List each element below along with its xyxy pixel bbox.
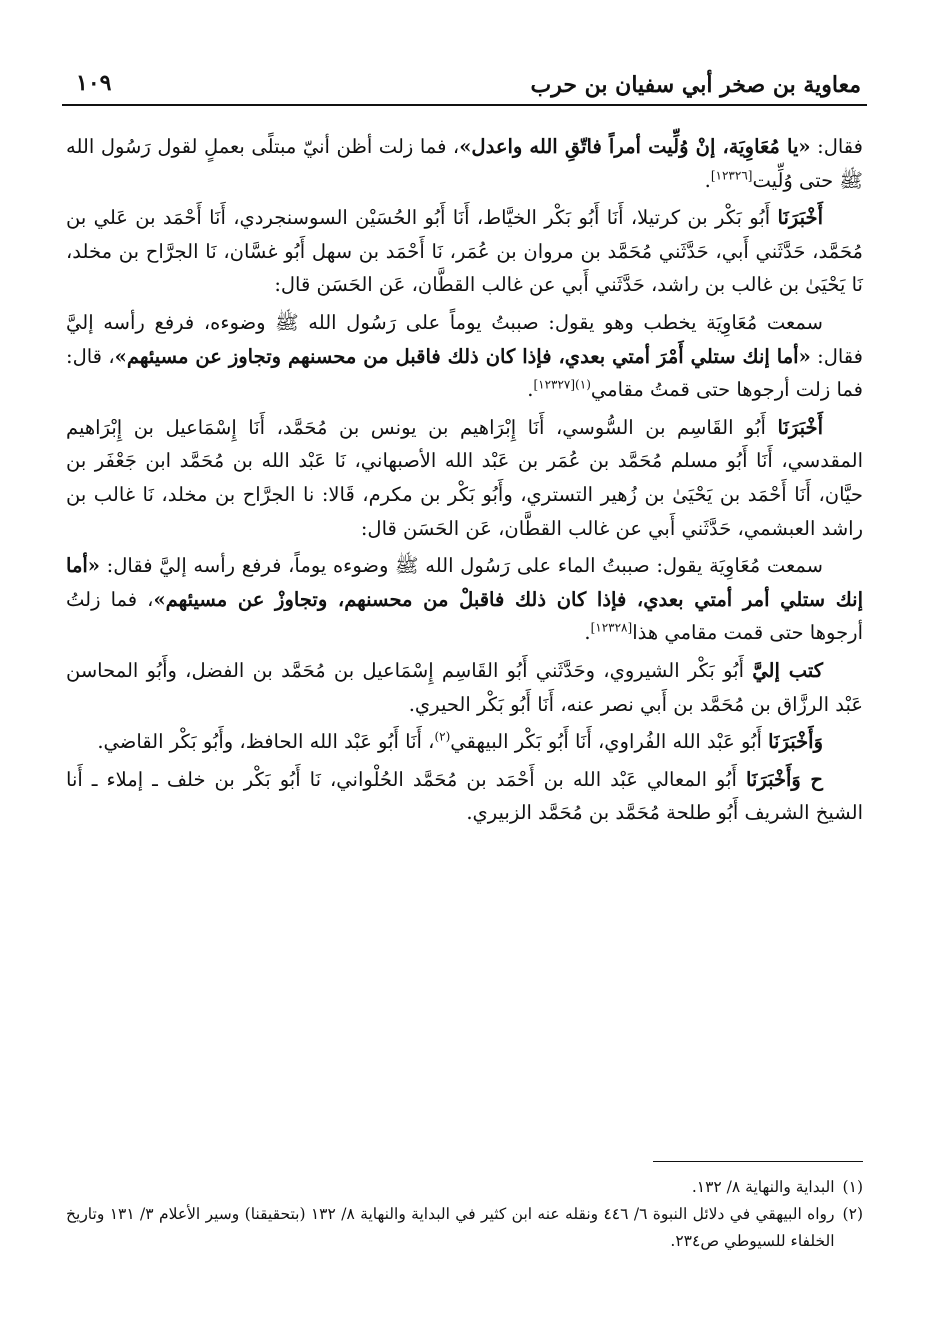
running-title: معاوية بن صخر أبي سفيان بن حرب <box>530 72 861 98</box>
footnotes <box>66 1174 863 1255</box>
footnote-number: (١) <box>842 1178 863 1196</box>
paragraph-5 <box>66 549 863 650</box>
paragraph-7 <box>66 725 863 759</box>
paragraph-1 <box>66 130 863 197</box>
text-run: أَبُو المعالي عَبْد الله بن أَحْمَد بن مُحَمَّد الحُلْواني، نَا أَبُو بَكْر بن خلف ـ إملاء ـ أَنا الشيخ الشريف أَبُو طلحة مُحَمَّد بن مُحَمَّد الزبيري. <box>66 767 863 825</box>
page-number: ١٠٩ <box>76 70 112 96</box>
text-run: . <box>584 621 591 645</box>
paragraph-6 <box>66 654 863 721</box>
paragraph-3 <box>66 306 863 407</box>
text-run: أَبُو عَبْد الله الفُراوي، أَنَا أَبُو بَكْر البيهقي <box>450 730 769 754</box>
hadith-quote: «أما إنك ستلي أمر أمتي بعدي، فإذا كان ذلك فاقبلْ من محسنهم، وتجاوزْ عن مسيئهم» <box>66 554 864 611</box>
reference-number: [١٢٣٢٦] <box>710 168 753 183</box>
reference-number: (١)[١٢٣٢٧] <box>533 377 591 392</box>
footnote-text: البداية والنهاية ٨/ ١٣٢. <box>691 1178 835 1196</box>
text-run: ، فما زلتُ أرجوها حتى قمت مقامي هذا <box>66 587 863 645</box>
isnad-keyword: أَخْبَرَنَا <box>777 415 823 439</box>
text-run: . <box>527 378 534 402</box>
footnote-2 <box>66 1201 863 1255</box>
paragraph-2 <box>66 201 863 302</box>
text-run: ، أَنَا أَبُو عَبْد الله الحافظ، وأَبُو بَكْر القاضي. <box>97 730 435 754</box>
footnote-1 <box>66 1174 863 1201</box>
text-run: ، فما زلت أظن أنيّ مبتلًى بعملٍ لقول رَسُول الله ﷺ حتى وُلِّيت <box>66 135 863 192</box>
isnad-keyword: أَخْبَرَنَا <box>777 206 823 230</box>
text-run: سمعت مُعَاوِيَة يقول: صببتُ الماء على رَسُول الله ﷺ وضوءه يوماً، فرفع رأسه إليَّ فقال: <box>100 554 823 578</box>
text-run: أَبُو بَكْر الشيروي، وحَدَّثَني أَبُو القَاسِم إِسْمَاعيل بن مُحَمَّد بن الفضل، وأَبُو المحاسن عَبْد الرزَّاق بن مُحَمَّد بن أَبي نصر عنه، أَنَا أَبُو بَكْر الحيري. <box>66 658 863 716</box>
header-rule <box>62 104 867 106</box>
isnad-keyword: ح وَأَخْبَرَنَا <box>745 767 824 791</box>
paragraph-8 <box>66 763 863 830</box>
isnad-keyword: كتب إليَّ <box>752 658 824 682</box>
text-run: فقال: <box>810 135 863 158</box>
footnote-text: رواه البيهقي في دلائل النبوة ٦/ ٤٤٦ ونقله عنه ابن كثير في البداية والنهاية ٨/ ١٣٢ (بتحقيقنا) وسير الأعلام ٣/ ١٣١ وتاريخ الخلفاء للسيوطي ص٢٣٤. <box>66 1205 835 1250</box>
reference-number: [١٢٣٢٨] <box>590 620 633 635</box>
text-run: ، قال: فما زلت أرجوها حتى قمتُ مقامي <box>66 344 863 402</box>
isnad-keyword: وَأَخْبَرَنَا <box>768 730 823 754</box>
paragraph-4 <box>66 411 863 545</box>
page-header <box>62 62 867 106</box>
text-run: أَبُو بَكْر بن كرتيلا، أَنَا أَبُو بَكْر الخيَّاط، أَنَا أَبُو الحُسَيْن السوسنجردي، أَنَا أَحْمَد بن عَلي بن مُحَمَّد، حَدَّثَني أَبي، حَدَّثَني مُحَمَّد بن مروان بن عُمَر، نَا أَحْمَد بن سهل أَبُو غسَّان، نَا الجرَّاح بن مخلد، نَا يَحْيَىٰ بن غالب بن راشد، حَدَّثَني أَبي عن غالب القطَّان، عَن الحَسَن قال: <box>66 206 863 297</box>
footnote-marker: (٢) <box>434 729 451 744</box>
text-run: سمعت مُعَاوِيَة يخطب وهو يقول: صببتُ يوماً على رَسُول الله ﷺ وضوءه، فرفع رأسه إليَّ فقال: <box>66 310 863 368</box>
hadith-quote: «أما إنك ستلي أَمْرَ أمتي بعدي، فإذا كان ذلك فاقبل من محسنهم وتجاوز عن مسيئهم» <box>114 344 811 368</box>
text-run: . <box>704 168 711 192</box>
text-run: أَبُو القَاسِم بن السُّوسي، أَنَا إِبْرَاهيم بن يونس بن مُحَمَّد، أَنَا إِسْمَاعيل بن إِبْرَاهيم المقدسي، أَنَا أَبُو مسلم مُحَمَّد بن عُمَر بن عَبْد الله الأصبهاني، نَا عَبْد الله بن مُحَمَّد ابن جَعْفَر بن حيَّان، أَنَا أَحْمَد بن يَحْيَىٰ بن زُهير التستري، وأَبُو بَكْر بن مكرم، قَالا: نا الجرَّاح بن مخلد، نَا غالب بن راشد العبشمي، حَدَّثَني أَبي عن غالب القطَّان، عَن الحَسَن قال: <box>66 415 863 540</box>
footnote-number: (٢) <box>842 1205 863 1223</box>
hadith-quote: «يا مُعَاوِيَة، إنْ وُلِّيت أمراً فاتّقِ الله واعدل» <box>459 135 811 158</box>
footnote-rule <box>653 1161 863 1162</box>
main-text <box>66 130 863 834</box>
